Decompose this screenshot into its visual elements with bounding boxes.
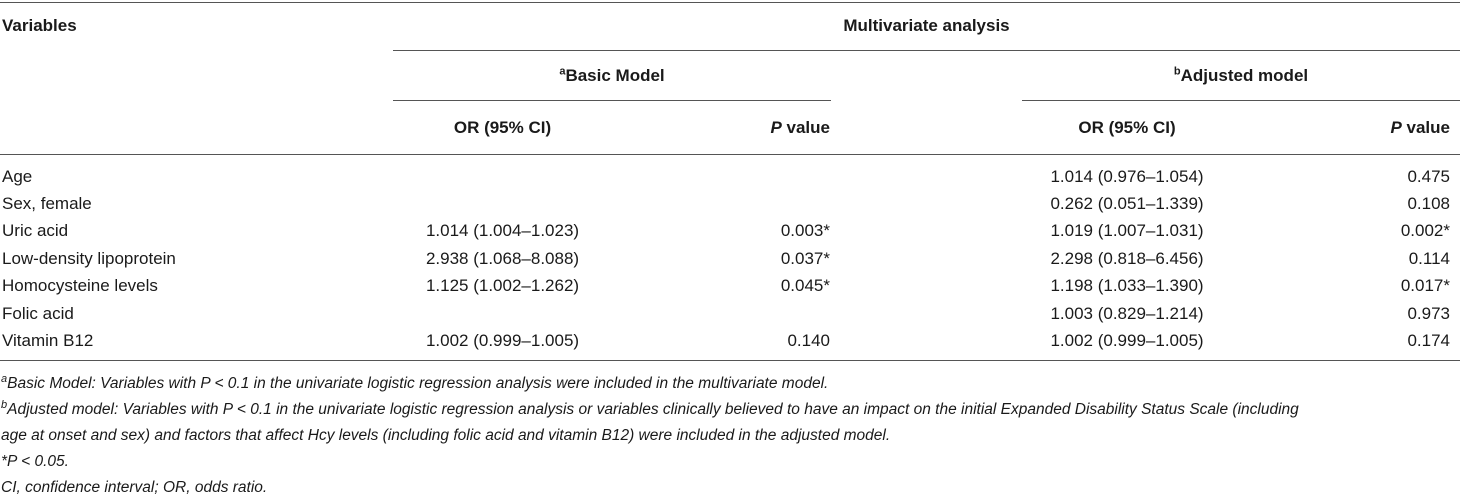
- basic-model-label: Basic Model: [565, 66, 665, 85]
- adjusted-model-underline: [1022, 100, 1460, 101]
- adjusted-or-cell: 1.198 (1.033–1.390): [1050, 276, 1204, 295]
- adjusted-p-cell: 0.475: [1407, 167, 1450, 186]
- adjusted-p-cell: 0.017*: [1400, 276, 1450, 295]
- header-basic-p-value: [640, 118, 830, 138]
- basic-p-cell: 0.140: [787, 331, 830, 350]
- basic-or-cell: 1.002 (0.999–1.005): [425, 331, 580, 350]
- adjusted-or-cell: 1.002 (0.999–1.005): [1050, 331, 1204, 350]
- row-label: Uric acid: [2, 221, 69, 240]
- basic-or-cell: 2.938 (1.068–8.088): [425, 249, 580, 268]
- basic-p-cell: 0.037*: [780, 249, 830, 268]
- row-label: Homocysteine levels: [2, 276, 158, 295]
- adjusted-or-cell: 1.003 (0.829–1.214): [1050, 304, 1204, 323]
- multivariate-underline: [393, 50, 1460, 51]
- header-bottom-rule: [0, 154, 1460, 155]
- footnote-abbreviations: CI, confidence interval; OR, odds ratio.: [1, 479, 268, 496]
- basic-model-sup: a: [559, 65, 566, 78]
- header-adjusted-p-value: [1240, 118, 1450, 138]
- footnote-b-sup: b: [1, 398, 8, 411]
- adjusted-or-cell: 1.019 (1.007–1.031): [1050, 221, 1204, 240]
- adjusted-or-cell: 2.298 (0.818–6.456): [1050, 249, 1204, 268]
- header-adjusted-model: [1022, 66, 1460, 86]
- p-value-text: value: [1401, 118, 1450, 137]
- table-bottom-rule: [0, 360, 1460, 361]
- header-basic-model: [393, 66, 831, 86]
- p-value-text: value: [781, 118, 830, 137]
- row-label: Age: [2, 167, 33, 186]
- footnote-a-sup: a: [1, 372, 8, 385]
- footnote-b-text-1: Adjusted model: Variables with P < 0.1 in the univariate logistic regression analysis or variables clinically believed to have an impact on the initial Expanded Disability Status Scale (including: [7, 401, 1299, 418]
- footnote-b-line-2: age at onset and sex) and factors that affect Hcy levels (including folic acid and vitamin B12) were included in the adjusted model.: [1, 427, 891, 444]
- header-adjusted-or-ci: OR (95% CI): [1078, 118, 1176, 137]
- footnote-a: [1, 374, 828, 394]
- row-label: Low-density lipoprotein: [2, 249, 176, 268]
- adjusted-or-cell: 0.262 (0.051–1.339): [1050, 194, 1204, 213]
- basic-or-cell: 1.125 (1.002–1.262): [425, 276, 580, 295]
- header-multivariate-analysis: Multivariate analysis: [843, 16, 1010, 35]
- basic-p-cell: 0.045*: [780, 276, 830, 295]
- p-letter: P: [770, 118, 782, 137]
- row-label: Vitamin B12: [2, 331, 94, 350]
- adjusted-or-cell: 1.014 (0.976–1.054): [1050, 167, 1204, 186]
- footnote-b-line-1: [1, 400, 1299, 420]
- row-label: Sex, female: [2, 194, 92, 213]
- header-variables: Variables: [2, 16, 77, 35]
- footnote-significance: *P < 0.05.: [1, 453, 69, 470]
- header-basic-or-ci: OR (95% CI): [453, 118, 552, 137]
- top-rule: [0, 2, 1460, 3]
- adjusted-p-cell: 0.108: [1407, 194, 1450, 213]
- footnote-a-text: Basic Model: Variables with P < 0.1 in the univariate logistic regression analysis were included in the multivariate model.: [7, 375, 829, 392]
- adjusted-p-cell: 0.174: [1407, 331, 1450, 350]
- p-letter: P: [1390, 118, 1402, 137]
- adjusted-p-cell: 0.114: [1408, 249, 1450, 268]
- basic-p-cell: 0.003*: [780, 221, 830, 240]
- basic-model-underline: [393, 100, 831, 101]
- adjusted-p-cell: 0.973: [1407, 304, 1450, 323]
- adjusted-model-sup: b: [1173, 65, 1181, 78]
- basic-or-cell: 1.014 (1.004–1.023): [425, 221, 580, 240]
- adjusted-model-label: Adjusted model: [1180, 66, 1309, 85]
- adjusted-p-cell: 0.002*: [1400, 221, 1450, 240]
- row-label: Folic acid: [2, 304, 74, 323]
